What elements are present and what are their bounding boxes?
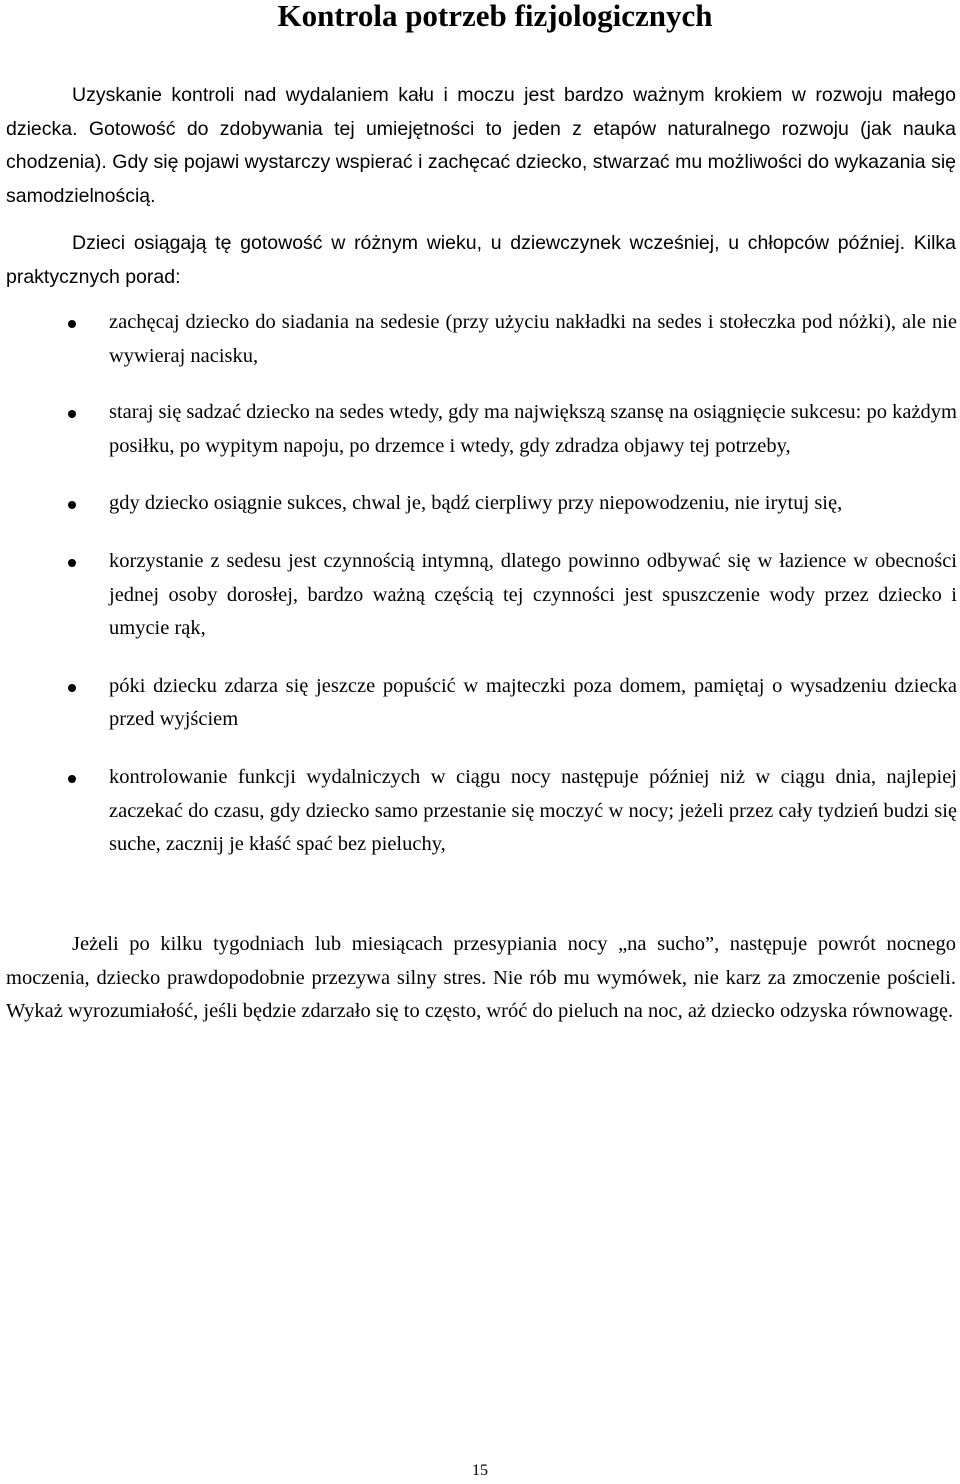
tip-text: póki dziecku zdarza się jeszcze popuścić w majteczki poza domem, pamiętaj o wysadzeniu dziecka przed wyjściem: [109, 674, 957, 731]
tip-text: staraj się sadzać dziecko na sedes wtedy, gdy ma największą szansę na osiągnięcie sukcesu: po każdym posiłku, po wypitym napoju, po drzemce i wtedy, gdy zdradza objawy tej potrzeby,: [109, 401, 957, 457]
readiness-text: Dzieci osiągają tę gotowość w różnym wieku, u dziewczynek wcześniej, u chłopców później.: [72, 232, 906, 254]
list-item: [0, 396, 957, 463]
tips-list: [0, 306, 960, 862]
tip-text: gdy dziecko osiągnie sukces, chwal je, bądź cierpliwy przy niepowodzeniu, nie irytuj się,: [109, 492, 843, 515]
bullet-icon: [68, 320, 76, 328]
intro-paragraph: [6, 79, 956, 213]
list-item: [0, 545, 957, 646]
page-number: 15: [472, 1462, 488, 1479]
list-item: [0, 670, 957, 737]
list-item: [0, 761, 957, 862]
list-item: [0, 306, 957, 373]
bullet-icon: [68, 559, 76, 567]
page-title: Kontrola potrzeb fizjologicznych: [277, 0, 713, 33]
bullet-icon: [68, 501, 76, 509]
tip-text: zachęcaj dziecko do siadania na sedesie (przy użyciu nakładki na sedes i stołeczka pod nóżki), ale nie wywieraj nacisku,: [109, 311, 957, 367]
closing-paragraph: [6, 928, 956, 1029]
bullet-icon: [68, 684, 76, 692]
intro-paragraph-text: Uzyskanie kontroli nad wydalaniem kału i moczu jest bardzo ważnym krokiem w rozwoju małego dziecka. Gotowość do zdobywania tej umiejętności to jeden z etapów naturalnego rozwoju (jak nauka chodzenia). Gdy się pojawi wystarczy wspierać i zachęcać dziecko, stwarzać mu możliwości do wykazania się samodzielnością.: [6, 84, 956, 207]
tips-intro-text: Kilka praktycznych porad:: [6, 232, 957, 288]
readiness-paragraph: [6, 227, 956, 294]
tip-text: kontrolowanie funkcji wydalniczych w ciągu nocy następuje później niż w ciągu dnia, najlepiej zaczekać do czasu, gdy dziecko samo przestanie się moczyć w nocy; jeżeli przez cały tydzień budzi się suche, zacznij je kłaść spać bez pieluchy,: [109, 765, 957, 856]
list-item: [0, 487, 957, 521]
bullet-icon: [68, 775, 76, 783]
bullet-icon: [68, 410, 76, 418]
closing-text: Jeżeli po kilku tygodniach lub miesiącach przesypiania nocy „na sucho”, następuje powrót nocnego moczenia, dziecko prawdopodobnie przezywa silny stres. Nie rób mu wymówek, nie karz za zmoczenie pościeli. Wykaż wyrozumiałość, jeśli będzie zdarzało się to często, wróć do pieluch na noc, aż dziecko odzyska równowagę.: [6, 933, 956, 1023]
tip-text: korzystanie z sedesu jest czynnością intymną, dlatego powinno odbywać się w łazience w obecności jednej osoby dorosłej, bardzo ważną częścią tej czynności jest spuszczenie wody przez dziecko i umycie rąk,: [109, 549, 957, 640]
